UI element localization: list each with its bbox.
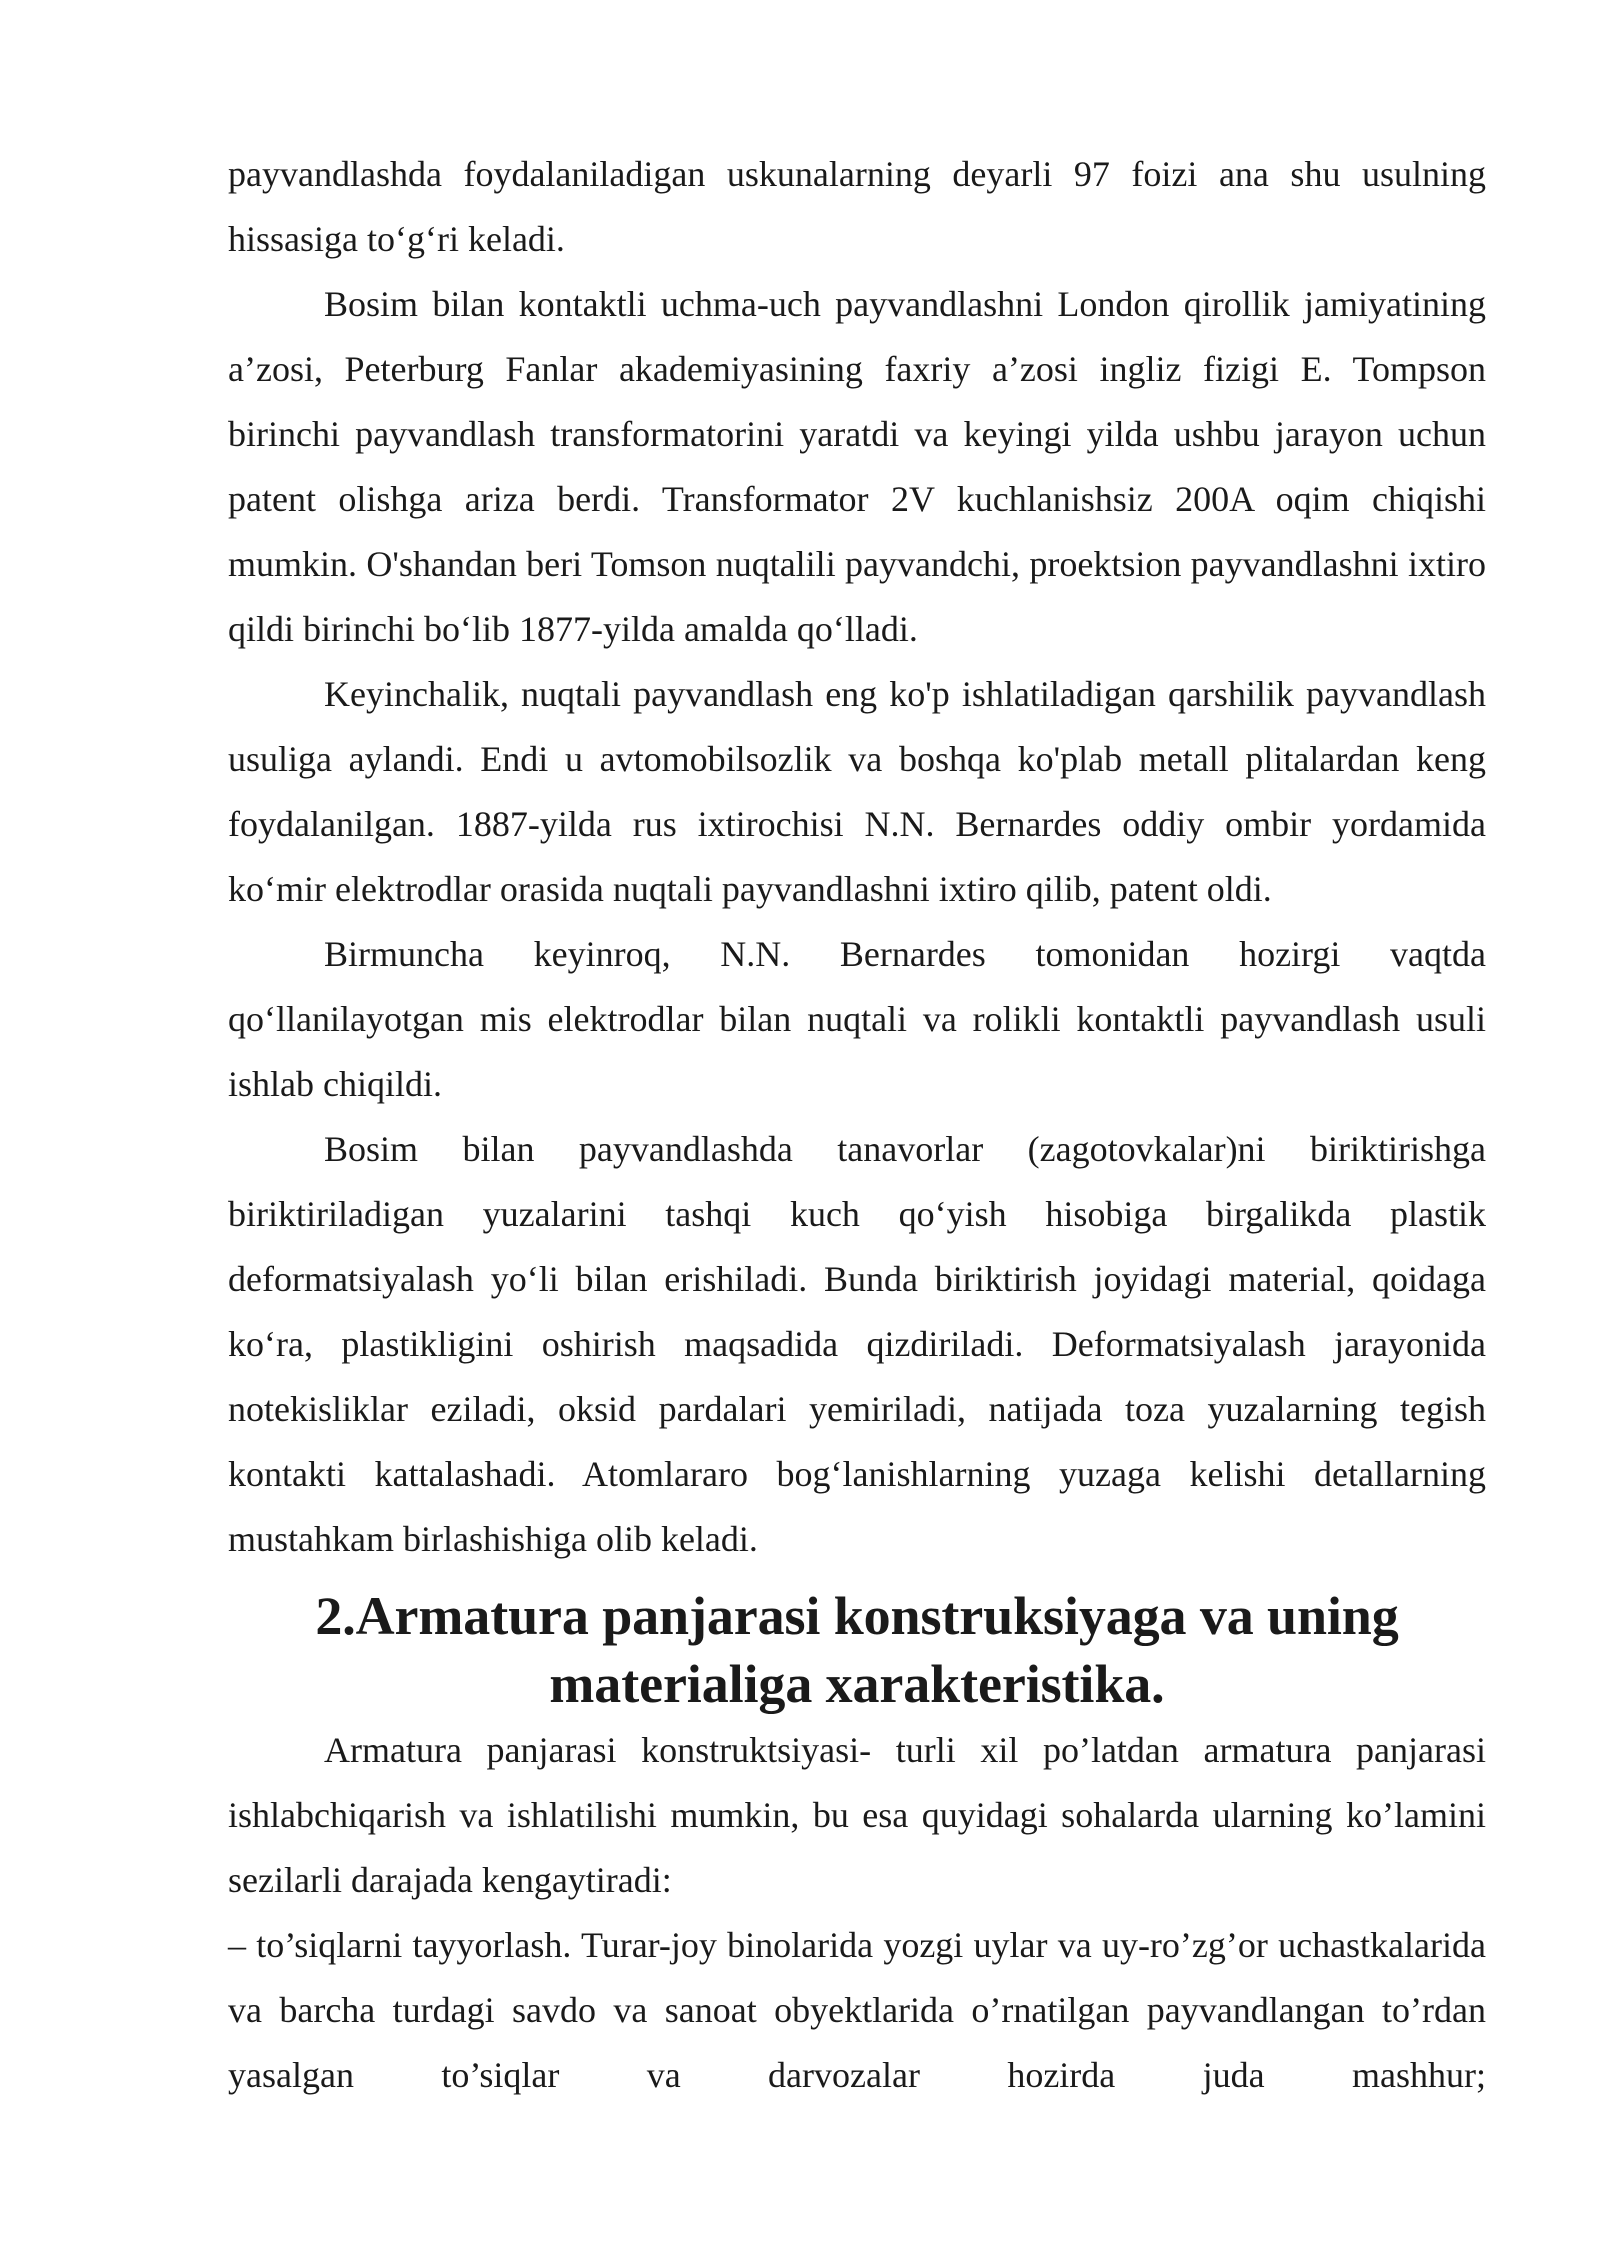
paragraph: payvandlashda foydalaniladigan uskunalarning deyarli 97 foizi ana shu usulning hissasiga to‘g‘ri keladi.: [228, 154, 1486, 259]
list-item: – to’siqlarni tayyorlash. Turar-joy binolarida yozgi uylar va uy-ro’zg’or uchastkalarida va barcha turdagi savdo va sanoat obyektlarida o’rnatilgan payvandlangan to’rdan yasalgan to’siqlar va darvozalar hozirda juda mashhur;: [228, 1925, 1486, 2095]
paragraph: Bosim bilan payvandlashda tanavorlar (zagotovkalar)ni biriktirishga biriktiriladigan yuzalarini tashqi kuch qo‘yish hisobiga birgalikda plastik deformatsiyalash yo‘li bilan erishiladi. Bunda biriktirish joyidagi material, qoidaga ko‘ra, plastikligini oshirish maqsadida qizdiriladi. Deformatsiyalash jarayonida notekisliklar eziladi, oksid pardalari yemiriladi, natijada toza yuzalarning tegish kontakti kattalashadi. Atomlararo bog‘lanishlarning yuzaga kelishi detallarning mustahkam birlashishiga olib keladi.: [228, 1129, 1486, 1559]
paragraph: Armatura panjarasi konstruktsiyasi- turli xil po’latdan armatura panjarasi ishlabchiqarish va ishlatilishi mumkin, bu esa quyidagi sohalarda ularning ko’lamini sezilarli darajada kengaytiradi:: [228, 1730, 1486, 1900]
paragraph: Birmuncha keyinroq, N.N. Bernardes tomonidan hozirgi vaqtda qo‘llanilayotgan mis elektrodlar bilan nuqtali va rolikli kontaktli payvandlash usuli ishlab chiqildi.: [228, 934, 1486, 1104]
document-page: [228, 142, 1486, 2108]
paragraph: Keyinchalik, nuqtali payvandlash eng ko'p ishlatiladigan qarshilik payvandlash usuliga aylandi. Endi u avtomobilsozlik va boshqa ko'plab metall plitalardan keng foydalanilgan. 1887-yilda rus ixtirochisi N.N. Bernardes oddiy ombir yordamida ko‘mir elektrodlar orasida nuqtali payvandlashni ixtiro qilib, patent oldi.: [228, 674, 1486, 909]
paragraph: Bosim bilan kontaktli uchma-uch payvandlashni London qirollik jamiyatining a’zosi, Peterburg Fanlar akademiyasining faxriy a’zosi ingliz fizigi E. Tompson birinchi payvandlash transformatorini yaratdi va keyingi yilda ushbu jarayon uchun patent olishga ariza berdi. Transformator 2V kuchlanishsiz 200A oqim chiqishi mumkin. O'shandan beri Tomson nuqtalili payvandchi, proektsion payvandlashni ixtiro qildi birinchi bo‘lib 1877-yilda amalda qo‘lladi.: [228, 284, 1486, 649]
section-heading: 2.Armatura panjarasi konstruksiyaga va uning materialiga xarakteristika.: [315, 1586, 1399, 1714]
